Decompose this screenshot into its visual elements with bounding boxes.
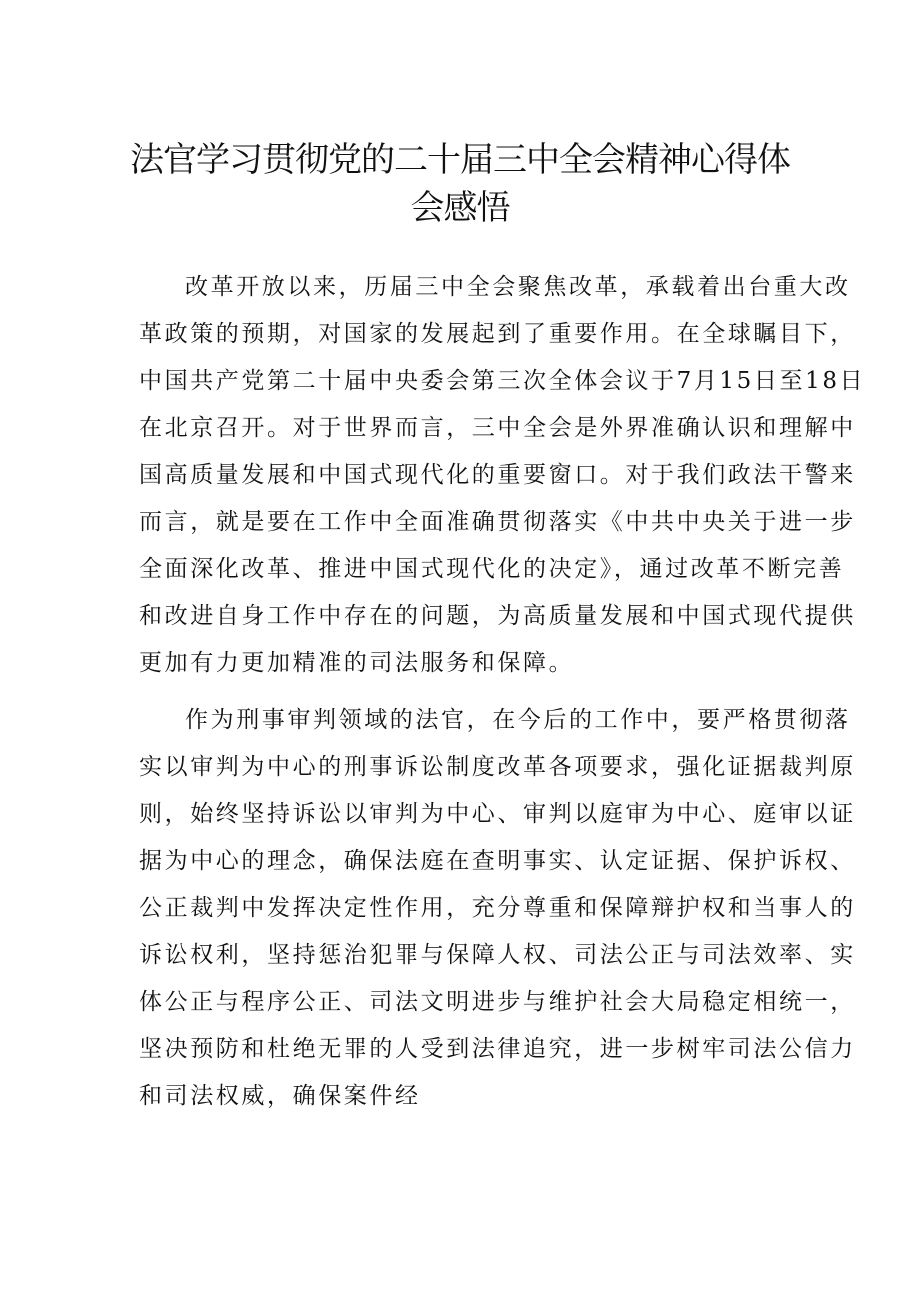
paragraph-2 [139, 697, 856, 1120]
paragraph-line: 国高质量发展和中国式现代化的重要窗口。对于我们政法干警来 [139, 462, 856, 488]
title-line-1: 法官学习贯彻党的二十届三中全会精神心得体 [130, 140, 790, 180]
paragraph-line: 而言，就是要在工作中全面准确贯彻落实《中共中央关于进一步 [139, 509, 856, 535]
paragraph-line: 和司法权威，确保案件经 [139, 1083, 421, 1109]
paragraph-line: 作为刑事审判领域的法官，在今后的工作中，要严格贯彻落 [185, 707, 851, 733]
paragraph-line: 据为中心的理念，确保法庭在查明事实、认定证据、保护诉权、 [139, 848, 856, 874]
paragraph-1 [139, 264, 866, 687]
paragraph-line: 全面深化改革、推进中国式现代化的决定》，通过改革不断完善 [139, 556, 845, 582]
document-title [100, 136, 820, 232]
paragraph-line: 更加有力更加精准的司法服务和保障。 [139, 650, 575, 676]
paragraph-line: 体公正与程序公正、司法文明进步与维护社会大局稳定相统一， [139, 989, 856, 1015]
paragraph-line: 则，始终坚持诉讼以审判为中心、审判以庭审为中心、庭审以证 [139, 801, 856, 827]
paragraph-line: 改革开放以来，历届三中全会聚焦改革，承载着出台重大改 [185, 274, 851, 300]
paragraph-line: 和改进自身工作中存在的问题，为高质量发展和中国式现代提供 [139, 603, 856, 629]
paragraph-line: 在北京召开。对于世界而言，三中全会是外界准确认识和理解中 [139, 415, 856, 441]
paragraph-line: 革政策的预期，对国家的发展起到了重要作用。在全球瞩目下， [139, 321, 856, 347]
title-line-2: 会感悟 [410, 188, 510, 228]
paragraph-line: 中国共产党第二十届中央委会第三次全体会议于7月15日至18日 [139, 368, 866, 394]
paragraph-line: 诉讼权利，坚持惩治犯罪与保障人权、司法公正与司法效率、实 [139, 942, 856, 968]
paragraph-line: 坚决预防和杜绝无罪的人受到法律追究，进一步树牢司法公信力 [139, 1036, 856, 1062]
paragraph-line: 公正裁判中发挥决定性作用，充分尊重和保障辩护权和当事人的 [139, 895, 856, 921]
paragraph-line: 实以审判为中心的刑事诉讼制度改革各项要求，强化证据裁判原 [139, 754, 856, 780]
